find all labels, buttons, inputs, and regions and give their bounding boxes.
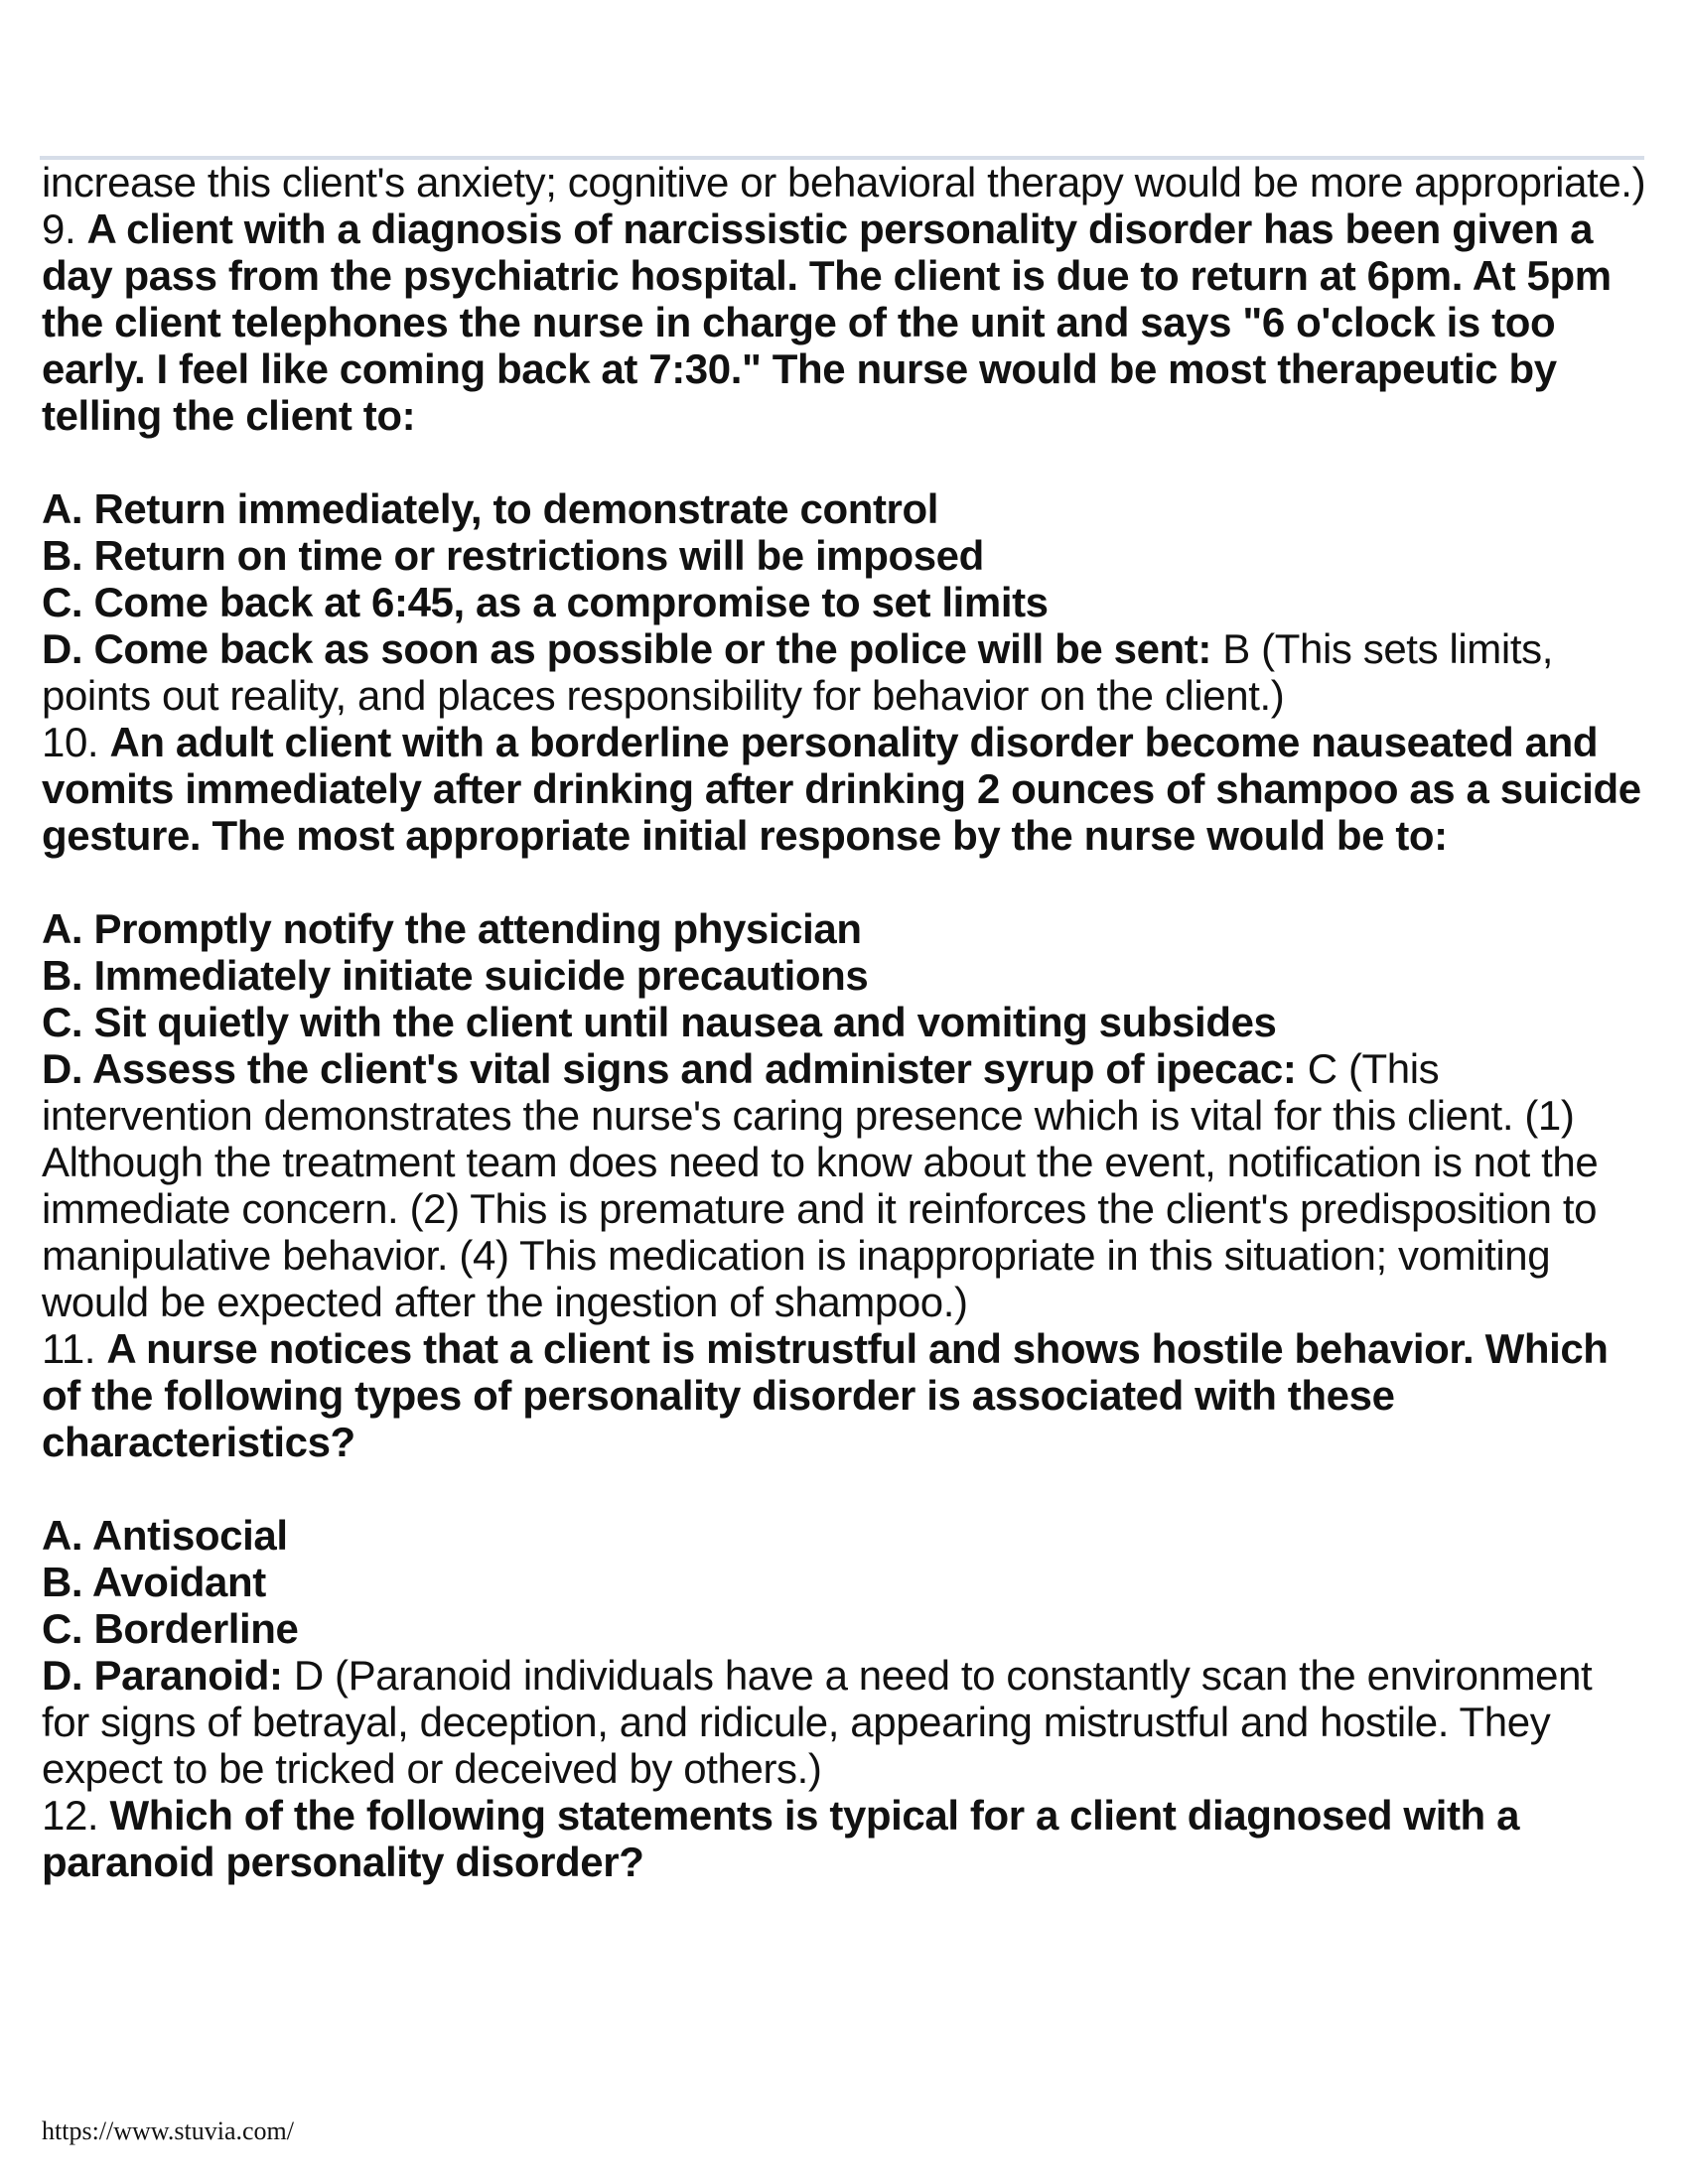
option-d-with-answer — [42, 1045, 1650, 1325]
option-a: A. Antisocial — [42, 1512, 288, 1559]
option-b: B. Avoidant — [42, 1559, 266, 1605]
question-number: 9. — [42, 205, 76, 252]
question-text: A client with a diagnosis of narcissistic personality disorder has been given a day pass from the psychiatric hospital. The client is due to return at 6pm. At 5pm the client telephones the nurse in charge of the unit and says "6 o'clock is too early. I feel like coming back at 7:30." The nurse would be most therapeutic by telling the client to: — [42, 205, 1612, 439]
option-c: C. Sit quietly with the client until nausea and vomiting subsides — [42, 999, 1277, 1045]
option-c: C. Borderline — [42, 1605, 299, 1652]
previous-answer-tail: increase this client's anxiety; cognitive or behavioral therapy would be more appropriate.) — [42, 159, 1646, 205]
spacer — [42, 1465, 1650, 1512]
option-b: B. Return on time or restrictions will be imposed — [42, 532, 984, 579]
question-number: 11. — [42, 1325, 96, 1372]
spacer — [42, 439, 1650, 485]
spacer — [42, 859, 1650, 905]
question-number: 12. — [42, 1792, 99, 1839]
option-d-with-answer — [42, 1652, 1650, 1792]
question-number: 10. — [42, 719, 99, 765]
footer-url[interactable]: https://www.stuvia.com/ — [42, 2116, 294, 2145]
document-body — [42, 159, 1650, 1885]
option-a: A. Return immediately, to demonstrate control — [42, 485, 939, 532]
question-text: Which of the following statements is typical for a client diagnosed with a paranoid personality disorder? — [42, 1792, 1520, 1885]
option-b: B. Immediately initiate suicide precautions — [42, 952, 869, 999]
question-12 — [42, 1792, 1650, 1885]
question-9 — [42, 205, 1650, 439]
question-text: An adult client with a borderline personality disorder become nauseated and vomits immediately after drinking after drinking 2 ounces of shampoo as a suicide gesture. The most appropriate initial response by the nurse would be to: — [42, 719, 1641, 859]
option-d: D. Paranoid: — [42, 1652, 283, 1699]
question-10 — [42, 719, 1650, 859]
question-text: A nurse notices that a client is mistrustful and shows hostile behavior. Which of the following types of personality disorder is associated with these characteristics? — [42, 1325, 1609, 1465]
question-11 — [42, 1325, 1650, 1465]
option-c: C. Come back at 6:45, as a compromise to set limits — [42, 579, 1049, 625]
option-d-with-answer — [42, 625, 1650, 719]
option-a: A. Promptly notify the attending physician — [42, 905, 862, 952]
option-d: D. Assess the client's vital signs and administer syrup of ipecac: — [42, 1045, 1297, 1092]
answer-explanation: D (Paranoid individuals have a need to constantly scan the environment for signs of betrayal, deception, and ridicule, appearing mistrustful and hostile. They expect to be tricked or deceived by others.) — [42, 1652, 1593, 1792]
answer-explanation: B (This sets limits, points out reality, and places responsibility for behavior on the client.) — [42, 625, 1553, 719]
answer-explanation: C (This intervention demonstrates the nurse's caring presence which is vital for this client. (1) Although the treatment team does need to know about the event, notification is not the immediate concern. (2) This is premature and it reinforces the client's predisposition to manipulative behavior. (4) This medication is inappropriate in this situation; vomiting would be expected after the ingestion of shampoo.) — [42, 1045, 1599, 1325]
option-d: D. Come back as soon as possible or the police will be sent: — [42, 625, 1211, 672]
